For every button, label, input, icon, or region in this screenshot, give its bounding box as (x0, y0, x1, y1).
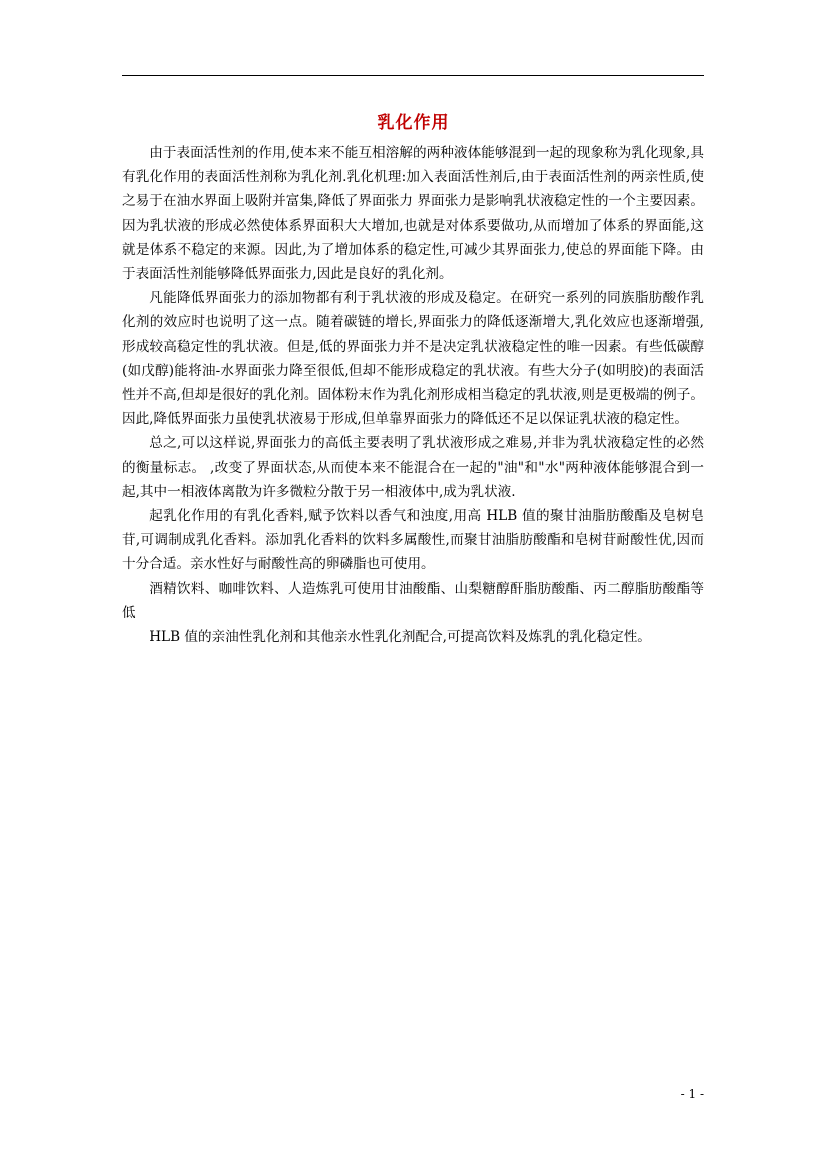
paragraph-4: 起乳化作用的有乳化香料,赋予饮料以香气和浊度,用高 HLB 值的聚甘油脂肪酸酯及皂树皂苷,可调制成乳化香料。添加乳化香料的饮料多属酸性,而聚甘油脂肪酸酯和皂树苷耐酸性优,因而十分合适。亲水性好与耐酸性高的卵磷脂也可使用。 (122, 508, 704, 573)
paragraph-6: HLB 值的亲油性乳化剂和其他亲水性乳化剂配合,可提高饮料及炼乳的乳化稳定性。 (149, 629, 651, 646)
paragraph-1: 由于表面活性剂的作用,使本来不能互相溶解的两种液体能够混到一起的现象称为乳化现象,具有乳化作用的表面活性剂称为乳化剂.乳化机理:加入表面活性剂后,由于表面活性剂的两亲性质,使之易于在油水界面上吸附并富集,降低了界面张力 界面张力是影响乳状液稳定性的一个主要因素。因为乳状液的形成必然使体系界面积大大增加,也就是对体系要做功,从而增加了体系的界面能,这就是体系不稳定的来源。因此,为了增加体系的稳定性,可减少其界面张力,使总的界面能下降。由于表面活性剂能够降低界面张力,因此是良好的乳化剂。 (122, 145, 704, 283)
paragraph-5: 酒精饮料、咖啡饮料、人造炼乳可使用甘油酸酯、山梨糖醇酐脂肪酸酯、丙二醇脂肪酸酯等低 (122, 580, 704, 621)
document-body (122, 141, 704, 649)
paragraph-3: 总之,可以这样说,界面张力的高低主要表明了乳状液形成之难易,并非为乳状液稳定性的必然的衡量标志。 ,改变了界面状态,从而使本来不能混合在一起的"油"和"水"两种液体能够混合到一起,其中一相液体离散为许多微粒分散于另一相液体中,成为乳状液. (122, 435, 704, 500)
document-title: 乳化作用 (377, 113, 450, 133)
paragraph-2: 凡能降低界面张力的添加物都有利于乳状液的形成及稳定。在研究一系列的同族脂肪酸作乳化剂的效应时也说明了这一点。随着碳链的增长,界面张力的降低逐渐增大,乳化效应也逐渐增强,形成较高稳定性的乳状液。但是,低的界面张力并不是决定乳状液稳定性的唯一因素。有些低碳醇(如戊醇)能将油-水界面张力降至很低,但却不能形成稳定的乳状液。有些大分子(如明胶)的表面活性并不高,但却是很好的乳化剂。固体粉末作为乳化剂形成相当稳定的乳状液,则是更极端的例子。因此,降低界面张力虽使乳状液易于形成,但单靠界面张力的降低还不足以保证乳状液的稳定性。 (122, 290, 704, 428)
header-rule (122, 75, 704, 76)
page-number: - 1 - (680, 1087, 704, 1101)
